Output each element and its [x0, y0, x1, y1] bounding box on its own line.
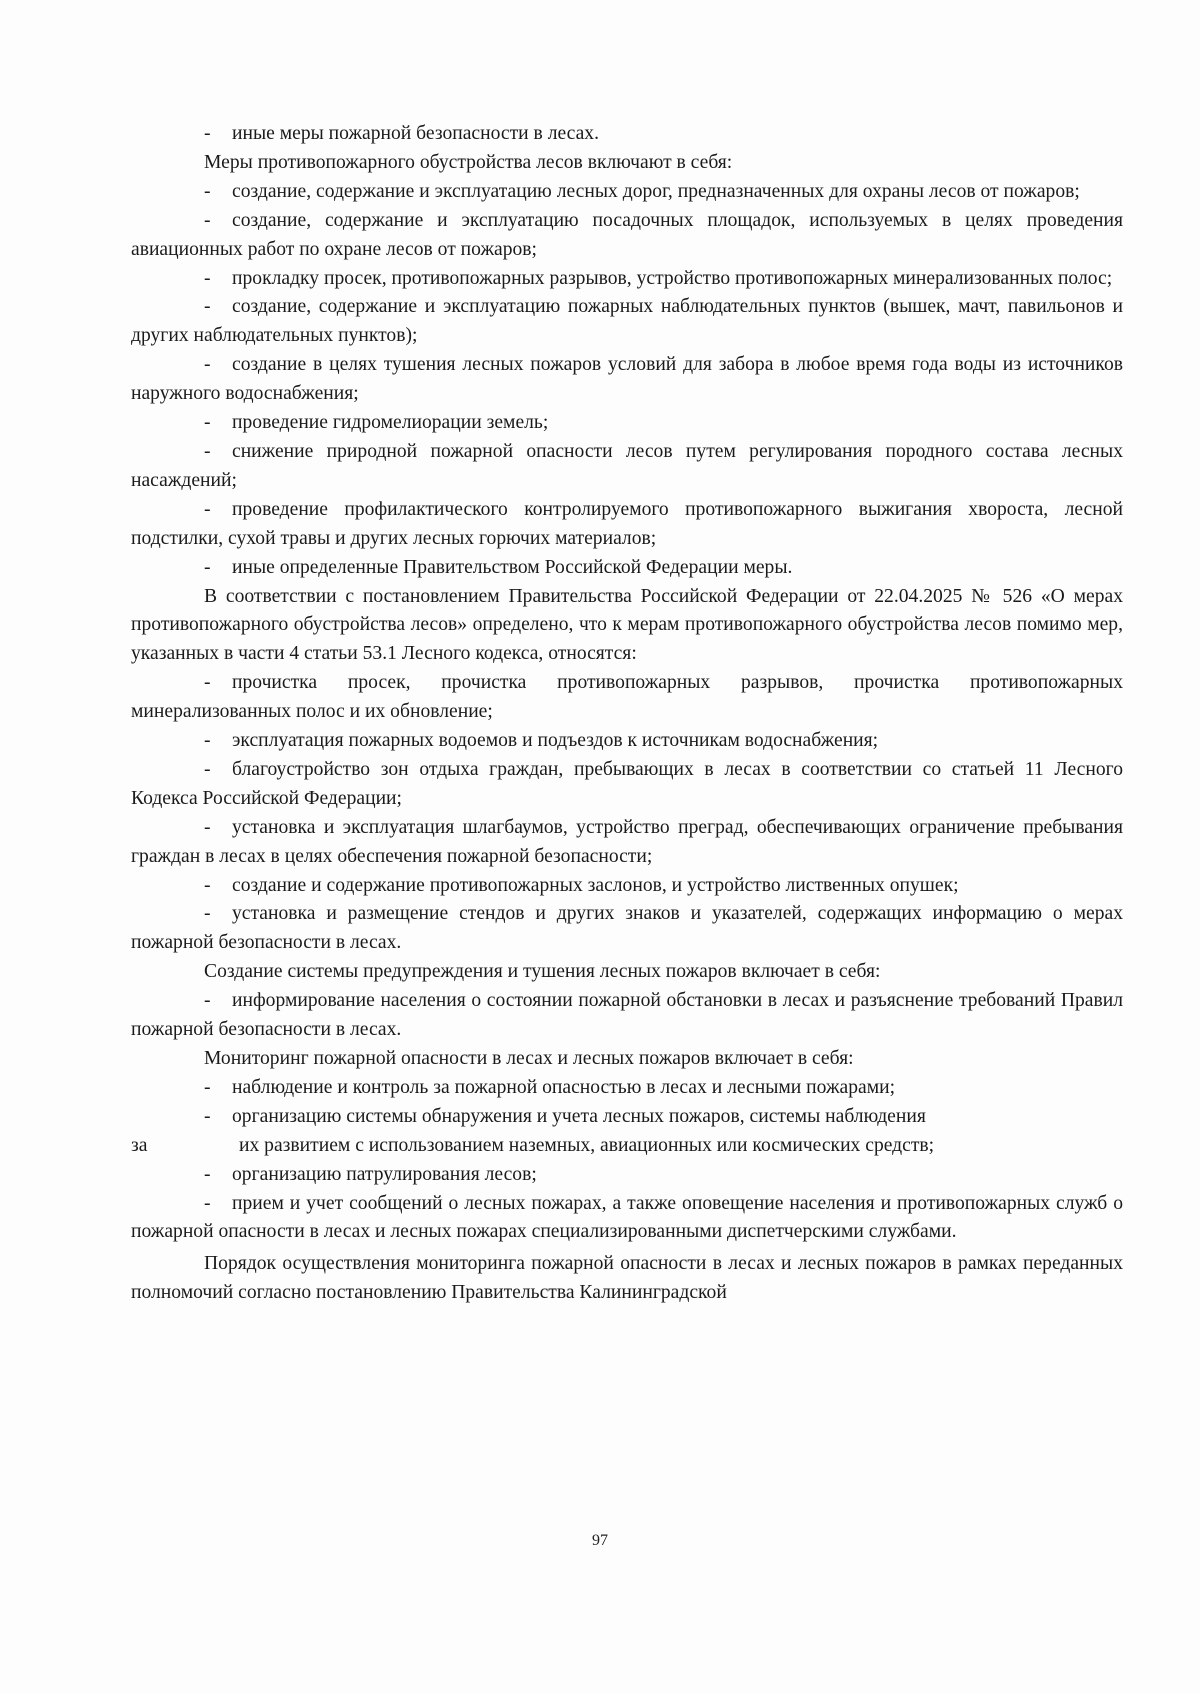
list-dash: -	[204, 296, 211, 318]
paragraph-text: Мониторинг пожарной опасности в лесах и лесных пожаров включает в себя:	[204, 1048, 854, 1069]
list-item	[131, 872, 1123, 901]
document-body	[131, 120, 1123, 1308]
list-dash: -	[204, 758, 211, 780]
paragraph-text: организацию патрулирования лесов;	[232, 1163, 537, 1185]
list-item	[131, 207, 1123, 265]
list-dash: -	[204, 874, 211, 896]
paragraph-text: проведение гидромелиорации земель;	[232, 412, 549, 434]
list-dash: -	[204, 440, 211, 462]
list-dash: -	[204, 1192, 211, 1214]
paragraph-text: установка и эксплуатация шлагбаумов, устройство преград, обеспечивающих ограничение пребывания граждан в лесах в целях обеспечения пожарной безопасности;	[131, 816, 1123, 867]
paragraph-text: создание, содержание и эксплуатацию лесных дорог, предназначенных для охраны лесов от пожаров;	[232, 180, 1080, 202]
paragraph	[131, 149, 1123, 178]
paragraph-text: установка и размещение стендов и других знаков и указателей, содержащих информацию о мерах пожарной безопасности в лесах.	[131, 903, 1123, 954]
paragraph	[131, 583, 1123, 670]
paragraph-text: организацию системы обнаружения и учета лесных пожаров, системы наблюдения	[232, 1105, 926, 1127]
paragraph-group	[131, 120, 1123, 1132]
list-dash: -	[204, 1105, 211, 1127]
paragraph-text: создание, содержание и эксплуатацию пожарных наблюдательных пунктов (вышек, мачт, павильонов и других наблюдательных пунктов);	[131, 296, 1123, 347]
list-item	[131, 727, 1123, 756]
list-item	[131, 496, 1123, 554]
list-item	[131, 351, 1123, 409]
paragraph-text: проведение профилактического контролируемого противопожарного выжигания хвороста, лесной подстилки, сухой травы и других лесных горючих материалов;	[131, 498, 1123, 549]
paragraph-group	[131, 1161, 1123, 1248]
list-item	[131, 1074, 1123, 1103]
list-dash: -	[204, 267, 211, 289]
continuation-word: за	[131, 1134, 148, 1156]
list-item	[131, 120, 1123, 149]
paragraph-text: благоустройство зон отдыха граждан, пребывающих в лесах в соответствии со статьей 11 Лесного Кодекса Российской Федерации;	[131, 758, 1123, 809]
list-item	[131, 987, 1123, 1045]
paragraph	[131, 1045, 1123, 1074]
list-dash: -	[204, 209, 211, 231]
list-dash: -	[204, 498, 211, 520]
list-item	[131, 900, 1123, 958]
list-item	[131, 1190, 1123, 1248]
list-item	[131, 293, 1123, 351]
list-dash: -	[204, 1163, 211, 1185]
list-dash: -	[204, 990, 211, 1012]
list-dash: -	[204, 556, 211, 578]
paragraph-text: наблюдение и контроль за пожарной опасностью в лесах и лесными пожарами;	[232, 1076, 896, 1098]
list-item	[131, 265, 1123, 294]
paragraph-text: В соответствии с постановлением Правительства Российской Федерации от 22.04.2025 № 526 «О мерах противопожарного обустройства лесов» определено, что к мерам противопожарного обустройства лесов помимо мер, указанных в части 4 статьи 53.1 Лесного кодекса, относятся:	[131, 585, 1123, 665]
list-dash: -	[204, 903, 211, 925]
list-dash: -	[204, 816, 211, 838]
list-item	[131, 669, 1123, 727]
paragraph-text: прокладку просек, противопожарных разрывов, устройство противопожарных минерализованных полос;	[232, 267, 1113, 289]
paragraph-text: прием и учет сообщений о лесных пожарах, а также оповещение населения и противопожарных служб о пожарной опасности в лесах и лесных пожарах специализированными диспетчерскими службами.	[131, 1192, 1123, 1243]
paragraph-text: создание и содержание противопожарных заслонов, и устройство лиственных опушек;	[232, 874, 959, 896]
paragraph-text: иные определенные Правительством Российской Федерации меры.	[232, 556, 793, 578]
list-dash: -	[204, 354, 211, 376]
list-dash: -	[204, 412, 211, 434]
list-item	[131, 554, 1123, 583]
list-item	[131, 756, 1123, 814]
paragraph-continuation	[131, 1132, 1123, 1161]
list-item	[131, 1103, 1123, 1132]
page-number: 97	[592, 1532, 608, 1549]
paragraph-text: иные меры пожарной безопасности в лесах.	[232, 123, 599, 144]
continuation-text: их развитием с использованием наземных, авиационных или космических средств;	[239, 1134, 935, 1156]
list-item	[131, 1161, 1123, 1190]
list-dash: -	[204, 672, 211, 694]
paragraph-text: создание, содержание и эксплуатацию посадочных площадок, используемых в целях проведения авиационных работ по охране лесов от пожаров;	[131, 209, 1123, 260]
paragraph-text: создание в целях тушения лесных пожаров условий для забора в любое время года воды из источников наружного водоснабжения;	[131, 354, 1123, 405]
list-dash: -	[204, 1076, 211, 1098]
list-dash: -	[204, 123, 211, 144]
list-item	[131, 814, 1123, 872]
paragraph	[131, 958, 1123, 987]
list-dash: -	[204, 730, 211, 752]
paragraph-text: информирование населения о состоянии пожарной обстановки в лесах и разъяснение требований Правил пожарной безопасности в лесах.	[131, 990, 1123, 1041]
paragraph-text: эксплуатация пожарных водоемов и подъездов к источникам водоснабжения;	[232, 730, 879, 752]
list-item	[131, 438, 1123, 496]
list-item	[131, 178, 1123, 207]
paragraph-text: Создание системы предупреждения и тушения лесных пожаров включает в себя:	[204, 961, 881, 983]
paragraph-text: снижение природной пожарной опасности лесов путем регулирования породного состава лесных насаждений;	[131, 440, 1123, 491]
list-dash: -	[204, 180, 211, 202]
paragraph-last: Порядок осуществления мониторинга пожарной опасности в лесах и лесных пожаров в рамках переданных полномочий согласно постановлению Правительства Калининградской	[131, 1253, 1123, 1304]
paragraph-text: Меры противопожарного обустройства лесов включают в себя:	[204, 151, 733, 173]
paragraph-text: прочистка просек, прочистка противопожарных разрывов, прочистка противопожарных минерализованных полос и их обновление;	[131, 672, 1123, 723]
list-item	[131, 409, 1123, 438]
